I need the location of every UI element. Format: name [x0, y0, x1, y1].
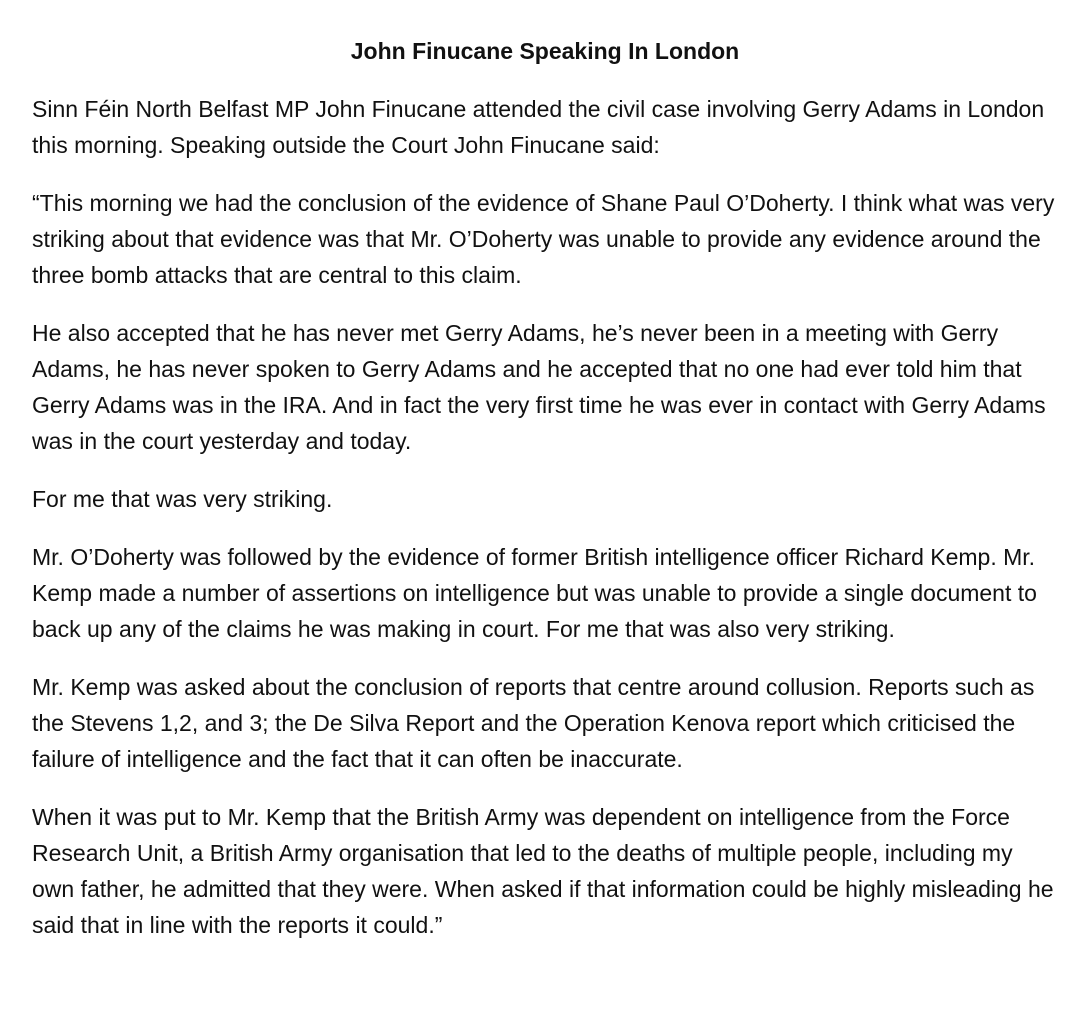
- paragraph-force-research-unit: When it was put to Mr. Kemp that the British Army was dependent on intelligence from the Force Research Unit, a British Army organisation that led to the deaths of multiple people, including my own father, he admitted that they were. When asked if that information could be highly misleading he said that in line with the reports it could.”: [32, 804, 1054, 938]
- paragraph-kemp-evidence: Mr. O’Doherty was followed by the evidence of former British intelligence officer Richard Kemp. Mr. Kemp made a number of assertions on intelligence but was unable to provide a single document to back up any of the claims he was making in court. For me that was also very striking.: [32, 544, 1037, 642]
- paragraph-never-met: He also accepted that he has never met Gerry Adams, he’s never been in a meeting with Gerry Adams, he has never spoken to Gerry Adams and he accepted that no one had ever told him that Gerry Adams was in the IRA. And in fact the very first time he was ever in contact with Gerry Adams was in the court yesterday and today.: [32, 320, 1046, 454]
- paragraph-quote-opening: “This morning we had the conclusion of the evidence of Shane Paul O’Doherty. I think what was very striking about that evidence was that Mr. O’Doherty was unable to provide any evidence around the three bomb attacks that are central to this claim.: [32, 190, 1055, 288]
- article-title: John Finucane Speaking In London: [350, 38, 740, 64]
- paragraph-striking: For me that was very striking.: [32, 486, 333, 512]
- paragraph-intro: Sinn Féin North Belfast MP John Finucane attended the civil case involving Gerry Adams in London this morning. Speaking outside the Court John Finucane said:: [32, 96, 1045, 158]
- paragraph-reports: Mr. Kemp was asked about the conclusion of reports that centre around collusion. Reports such as the Stevens 1,2, and 3; the De Silva Report and the Operation Kenova report which criticised the failure of intelligence and the fact that it can often be inaccurate.: [32, 674, 1035, 772]
